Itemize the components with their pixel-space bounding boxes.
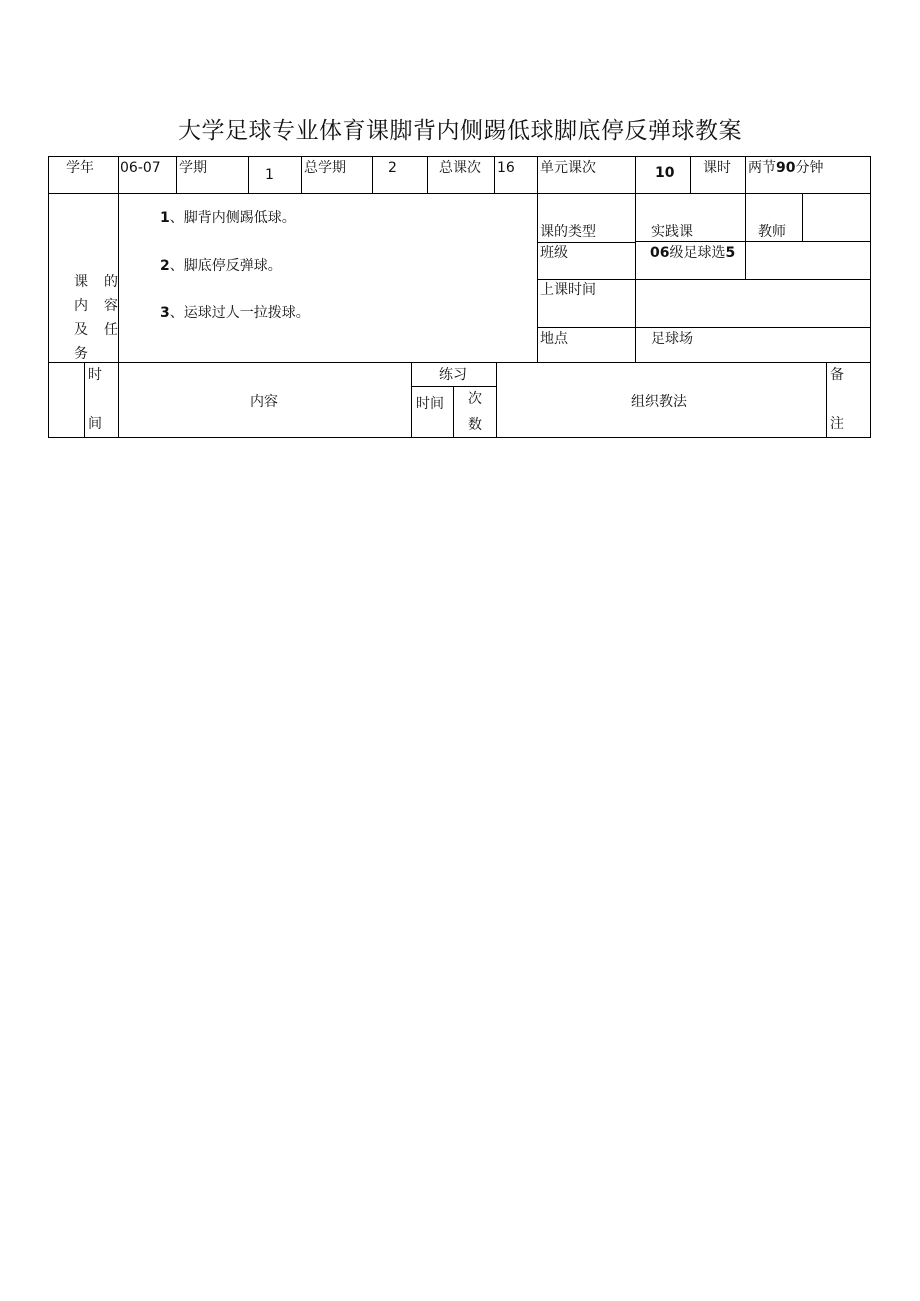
col-content-header: 内容 <box>250 394 278 410</box>
task-side-label-1: 课 <box>74 274 88 290</box>
page-title: 大学足球专业体育课脚背内侧踢低球脚底停反弹球教案 <box>178 118 742 144</box>
col-practice-header: 练习 <box>439 367 467 383</box>
task-side-label-5: 及 <box>74 322 88 338</box>
place-value: 足球场 <box>651 331 693 347</box>
term-value: 1 <box>265 167 274 183</box>
task-side-label-2: 的 <box>104 274 118 290</box>
total-lessons-value: 16 <box>497 160 515 176</box>
task-item: 1、脚背内侧踢低球。 <box>160 210 296 226</box>
class-time-label: 上课时间 <box>540 282 596 298</box>
col-count-char-1: 次 <box>468 391 482 407</box>
class-label: 班级 <box>540 245 568 261</box>
unit-lessons-label: 单元课次 <box>540 160 596 176</box>
term-label: 学期 <box>179 160 207 176</box>
col-time-char-1: 时 <box>88 367 102 383</box>
unit-lessons-value: 10 <box>655 165 675 181</box>
task-item: 3、运球过人一拉拨球。 <box>160 305 310 321</box>
lesson-type-label: 课的类型 <box>540 224 596 240</box>
lesson-type-value: 实践课 <box>651 224 693 240</box>
year-value: 06-07 <box>120 160 161 176</box>
total-term-label: 总学期 <box>304 160 346 176</box>
task-side-label-3: 内 <box>74 298 88 314</box>
col-practice-time-header: 时间 <box>416 396 444 412</box>
hours-label: 课时 <box>703 160 731 176</box>
task-item: 2、脚底停反弹球。 <box>160 258 282 274</box>
total-lessons-label: 总课次 <box>439 160 481 176</box>
task-side-label-4: 容 <box>104 298 118 314</box>
hours-value: 两节90分钟 <box>748 160 824 176</box>
place-label: 地点 <box>540 331 568 347</box>
col-time-char-2: 间 <box>88 416 102 432</box>
class-value: 06级足球选5 <box>650 245 736 261</box>
task-side-label-6: 任 <box>104 322 118 338</box>
year-label: 学年 <box>66 160 94 176</box>
teacher-label: 教师 <box>758 224 786 240</box>
col-remark-char-1: 备 <box>830 367 844 383</box>
total-term-value: 2 <box>388 160 397 176</box>
col-method-header: 组织教法 <box>631 394 687 410</box>
task-side-label-7: 务 <box>74 346 88 362</box>
col-count-char-2: 数 <box>468 417 482 433</box>
col-remark-char-2: 注 <box>830 416 844 432</box>
